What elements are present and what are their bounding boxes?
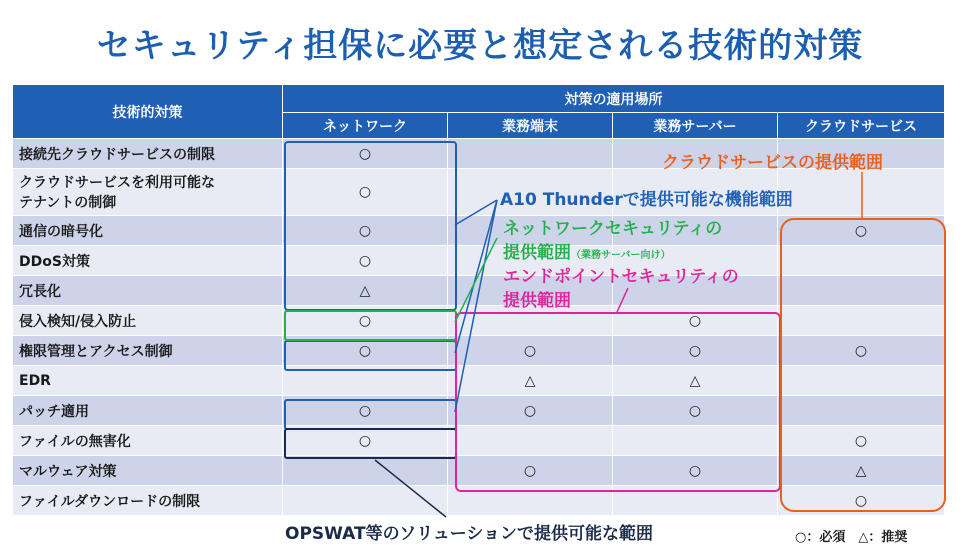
cell-cloud: ○ xyxy=(778,216,945,246)
cell-network: ○ xyxy=(283,169,448,216)
row-label: 侵入検知/侵入防止 xyxy=(13,306,283,336)
a10-scope-label: A10 Thunderで提供可能な機能範囲 xyxy=(500,190,793,210)
cell-network: ○ xyxy=(283,216,448,246)
cell-endpoint: △ xyxy=(448,366,613,396)
row-label: 接続先クラウドサービスの制限 xyxy=(13,139,283,169)
network-security-label-text: 提供範囲 xyxy=(503,243,571,263)
header-cloud: クラウドサービス xyxy=(778,113,945,139)
header-measures: 技術的対策 xyxy=(13,85,283,139)
opswat-scope-label: OPSWAT等のソリューションで提供可能な範囲 xyxy=(285,524,654,544)
cell-network: ○ xyxy=(283,396,448,426)
network-security-label-line2 xyxy=(503,238,671,263)
legend: ○：必須 △：推奨 xyxy=(795,530,908,545)
cell-network: ○ xyxy=(283,336,448,366)
cell-network: ○ xyxy=(283,246,448,276)
header-network: ネットワーク xyxy=(283,113,448,139)
cell-cloud: ○ xyxy=(778,426,945,456)
header-server: 業務サーバー xyxy=(613,113,778,139)
cell-server: ○ xyxy=(613,396,778,426)
slide-title: セキュリティ担保に必要と想定される技術的対策 xyxy=(96,26,864,66)
endpoint-security-label-line2: 提供範囲 xyxy=(503,291,571,311)
cloud-scope-label: クラウドサービスの提供範囲 xyxy=(662,153,883,173)
cell-network: △ xyxy=(283,276,448,306)
cell-endpoint: ○ xyxy=(448,396,613,426)
row-label: マルウェア対策 xyxy=(13,456,283,486)
row-label: パッチ適用 xyxy=(13,396,283,426)
cell-server: ○ xyxy=(613,336,778,366)
row-label: 通信の暗号化 xyxy=(13,216,283,246)
cell-server: △ xyxy=(613,366,778,396)
endpoint-security-label-line1: エンドポイントセキュリティの xyxy=(503,267,739,287)
row-label: 冗長化 xyxy=(13,276,283,306)
row-label: EDR xyxy=(13,366,283,396)
cell-network: ○ xyxy=(283,426,448,456)
header-endpoint: 業務端末 xyxy=(448,113,613,139)
row-label: 権限管理とアクセス制御 xyxy=(13,336,283,366)
row-label: クラウドサービスを利用可能な テナントの制御 xyxy=(13,169,283,216)
cell-server: ○ xyxy=(613,456,778,486)
cell-endpoint: ○ xyxy=(448,456,613,486)
row-label: DDoS対策 xyxy=(13,246,283,276)
cell-endpoint: ○ xyxy=(448,336,613,366)
cell-server: ○ xyxy=(613,306,778,336)
row-label: ファイルの無害化 xyxy=(13,426,283,456)
network-security-label-line1: ネットワークセキュリティの xyxy=(503,219,723,239)
network-security-note: （業務サーバー向け） xyxy=(571,250,671,261)
cell-cloud: ○ xyxy=(778,486,945,516)
cell-cloud: △ xyxy=(778,456,945,486)
cell-cloud: ○ xyxy=(778,336,945,366)
row-label: ファイルダウンロードの制限 xyxy=(13,486,283,516)
cell-network: ○ xyxy=(283,306,448,336)
cell-network: ○ xyxy=(283,139,448,169)
header-scope: 対策の適用場所 xyxy=(283,85,945,113)
